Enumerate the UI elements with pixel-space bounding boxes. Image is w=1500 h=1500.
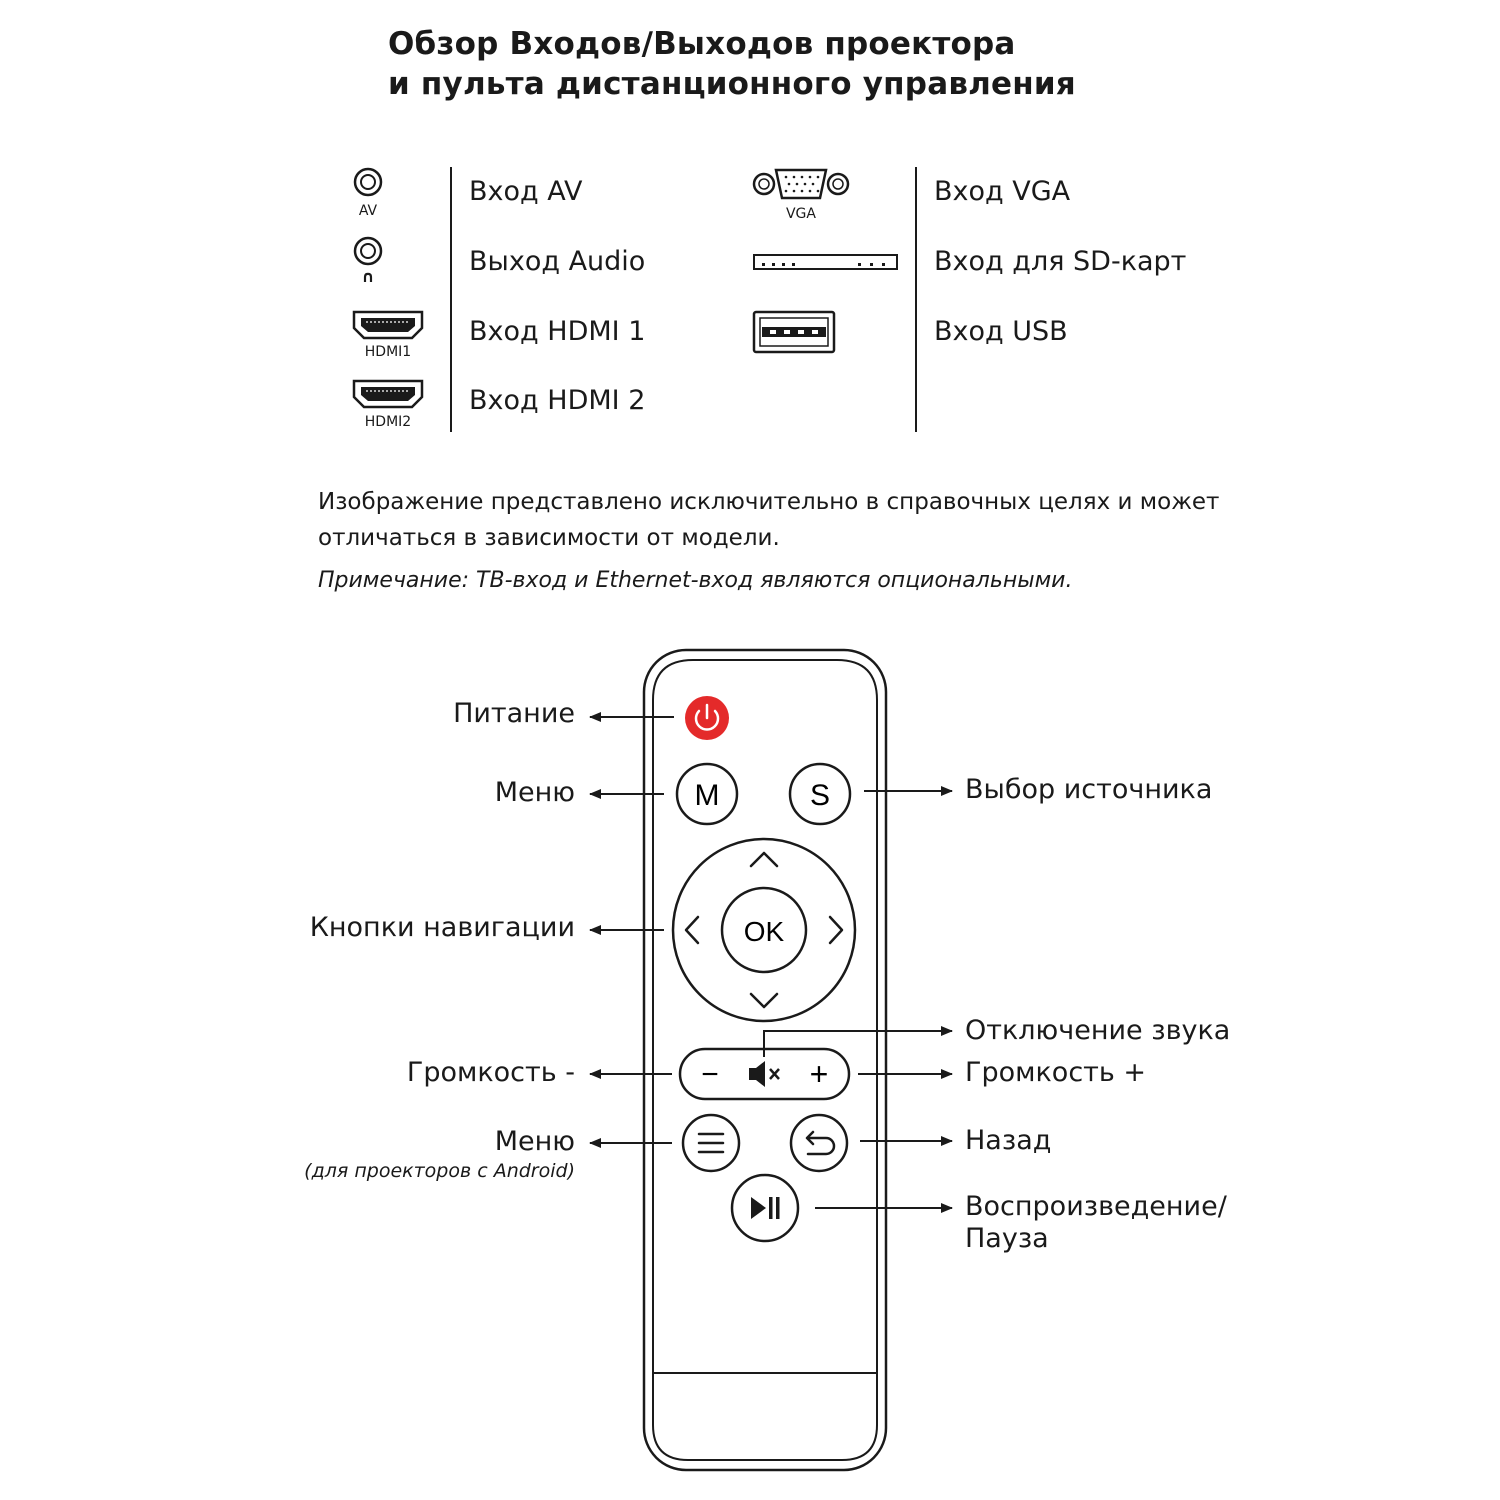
hdmi1-icon-label: HDMI1 [364, 344, 412, 360]
label-android-menu: Меню [494, 1126, 575, 1157]
menu-button[interactable] [677, 764, 737, 824]
android-menu-button[interactable] [683, 1115, 739, 1171]
label-play-pause-line1: Воспроизведение/ [965, 1191, 1227, 1222]
label-volume-minus: Громкость - [406, 1057, 575, 1088]
label-navigation: Кнопки навигации [309, 912, 575, 943]
hamburger-icon [699, 1134, 723, 1152]
volume-plus-icon: + [809, 1056, 829, 1092]
mute-icon [749, 1061, 779, 1087]
port-label-usb: Вход USB [934, 316, 1068, 347]
label-source: Выбор источника [965, 774, 1213, 805]
source-button-label: S [809, 779, 831, 812]
port-label-audio: Выход Audio [469, 246, 646, 277]
ok-button-label: OK [743, 916, 785, 947]
remote-body [644, 650, 886, 1470]
av-icon-label: AV [358, 203, 378, 219]
disclaimer-text: Изображение представлено исключительно в справочных целях и может отличаться в зависимости от модели. [318, 489, 1220, 551]
label-menu: Меню [494, 777, 575, 808]
back-button[interactable] [791, 1115, 847, 1171]
label-android-menu-note: (для проекторов с Android) [304, 1160, 575, 1182]
arrow-mute [764, 1031, 952, 1057]
port-label-sd: Вход для SD-карт [934, 246, 1187, 277]
title-line-2: и пульта дистанционного управления [388, 66, 1076, 102]
label-back: Назад [965, 1125, 1052, 1156]
title-line-1: Обзор Входов/Выходов проектора [388, 26, 1016, 62]
play-pause-icon [751, 1197, 780, 1219]
label-mute: Отключение звука [965, 1015, 1231, 1046]
left-arrow-icon [686, 917, 698, 943]
down-arrow-icon [751, 994, 777, 1007]
port-label-vga: Вход VGA [934, 176, 1071, 207]
source-button[interactable] [790, 764, 850, 824]
menu-button-label: M [694, 779, 720, 812]
play-pause-button[interactable] [732, 1175, 798, 1241]
ok-button[interactable] [722, 888, 806, 972]
vga-icon-label: VGA [785, 206, 816, 222]
hdmi2-icon-label: HDMI2 [364, 414, 412, 430]
label-volume-plus: Громкость + [965, 1057, 1147, 1088]
volume-minus-icon: − [701, 1058, 719, 1091]
power-button[interactable] [685, 696, 729, 740]
label-power: Питание [453, 698, 575, 729]
back-icon [807, 1132, 834, 1154]
up-arrow-icon [751, 853, 777, 866]
right-arrow-icon [830, 917, 842, 943]
label-play-pause-line2: Пауза [965, 1223, 1049, 1254]
port-label-hdmi1: Вход HDMI 1 [469, 316, 646, 347]
optional-ports-note: Примечание: ТВ-вход и Ethernet-вход являются опциональными. [318, 568, 1073, 593]
port-label-hdmi2: Вход HDMI 2 [469, 385, 646, 416]
port-label-av: Вход AV [469, 176, 583, 207]
audio-icon-label: ∩ [361, 267, 375, 286]
